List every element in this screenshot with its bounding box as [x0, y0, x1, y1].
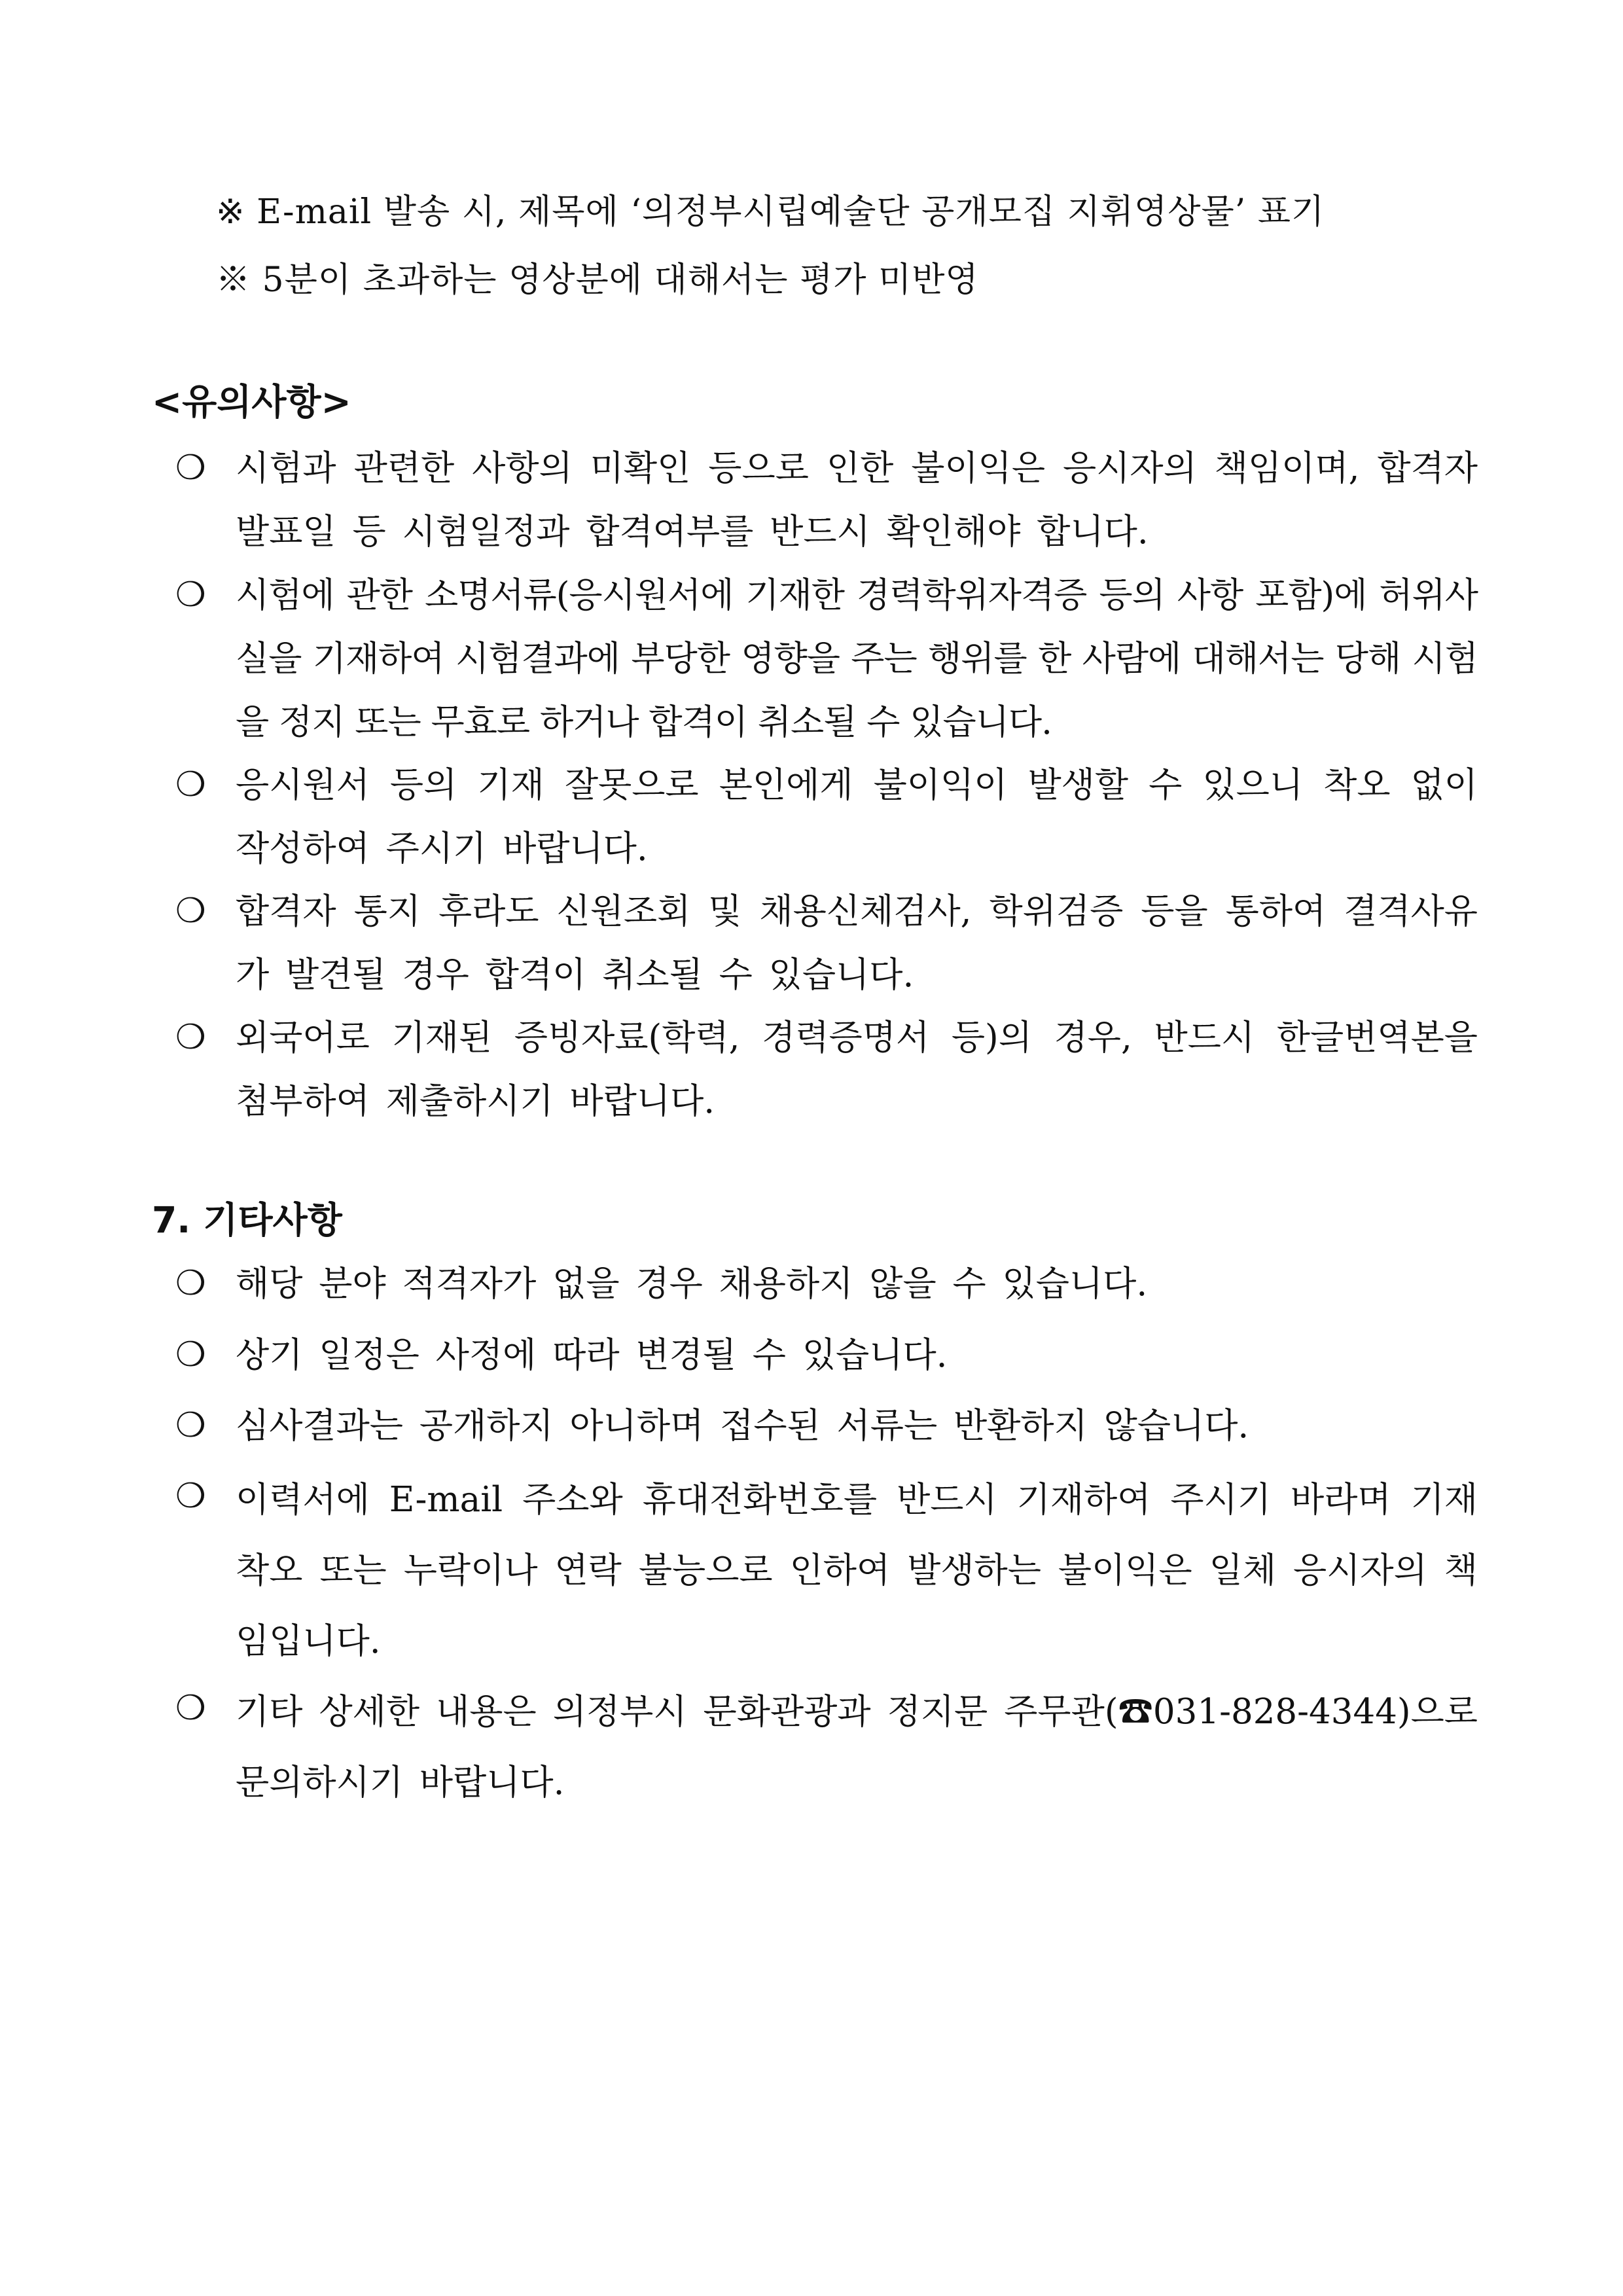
other-heading: 7. 기타사항 — [152, 1199, 342, 1241]
circle-bullet-icon: ❍ — [175, 891, 206, 931]
circle-bullet-icon: ❍ — [175, 1477, 206, 1516]
caution-item — [175, 880, 1478, 1007]
other-item-text: 해당 분야 적격자가 없을 경우 채용하지 않을 수 있습니다. — [236, 1264, 1148, 1304]
caution-item-text: 시험과 관련한 사항의 미확인 등으로 인한 불이익은 응시자의 책임이며, 합격자 발표일 등 시험일정과 합격여부를 반드시 확인해야 합니다. — [236, 448, 1478, 552]
other-item-text: 이력서에 E-mail 주소와 휴대전화번호를 반드시 기재하여 주시기 바라며 기재착오 또는 누락이나 연락 불능으로 인하여 발생하는 불이익은 일체 응시자의 책임입니다. — [236, 1480, 1478, 1661]
caution-item-text: 응시원서 등의 기재 잘못으로 본인에게 불이익이 발생할 수 있으니 착오 없이 작성하여 주시기 바랍니다. — [236, 765, 1478, 869]
other-item-text: 심사결과는 공개하지 아니하며 접수된 서류는 반환하지 않습니다. — [236, 1406, 1249, 1446]
circle-bullet-icon: ❍ — [175, 1689, 206, 1728]
email-subject-note: ※ E-mail 발송 시, 제목에 ‘의정부시립예술단 공개모집 지휘영상물’ 표기 — [216, 192, 1325, 232]
caution-item-text: 합격자 통지 후라도 신원조회 및 채용신체검사, 학위검증 등을 통하여 결격사유가 발견될 경우 합격이 취소될 수 있습니다. — [236, 891, 1478, 995]
circle-bullet-icon: ❍ — [175, 1406, 206, 1445]
circle-bullet-icon: ❍ — [175, 1335, 206, 1374]
other-item — [175, 1677, 1478, 1818]
caution-item — [175, 1006, 1478, 1133]
caution-item-text: 외국어로 기재된 증빙자료(학력, 경력증명서 등)의 경우, 반드시 한글번역본을 첨부하여 제출하시기 바랍니다. — [236, 1018, 1478, 1121]
circle-bullet-icon: ❍ — [175, 575, 206, 615]
other-item — [175, 1465, 1478, 1677]
caution-item-text: 시험에 관한 소명서류(응시원서에 기재한 경력학위자격증 등의 사항 포함)에 허위사실을 기재하여 시험결과에 부당한 영향을 주는 행위를 한 사람에 대해서는 당해 시험을 정지 또는 무효로 하거나 합격이 취소될 수 있습니다. — [236, 575, 1478, 742]
circle-bullet-icon: ❍ — [175, 1018, 206, 1057]
caution-heading: <유의사항> — [152, 381, 351, 423]
other-item — [175, 1394, 1478, 1458]
circle-bullet-icon: ❍ — [175, 1264, 206, 1303]
video-length-note: ※ 5분이 초과하는 영상분에 대해서는 평가 미반영 — [216, 260, 979, 300]
caution-item — [175, 753, 1478, 880]
caution-item — [175, 564, 1478, 754]
circle-bullet-icon: ❍ — [175, 765, 206, 804]
other-item-text: 기타 상세한 내용은 의정부시 문화관광과 정지문 주무관(☎031-828-4344)으로 문의하시기 바랍니다. — [236, 1692, 1478, 1803]
other-item — [175, 1252, 1478, 1316]
caution-item — [175, 437, 1478, 564]
other-item-text: 상기 일정은 사정에 따라 변경될 수 있습니다. — [236, 1335, 948, 1375]
circle-bullet-icon: ❍ — [175, 448, 206, 488]
other-item — [175, 1323, 1478, 1387]
